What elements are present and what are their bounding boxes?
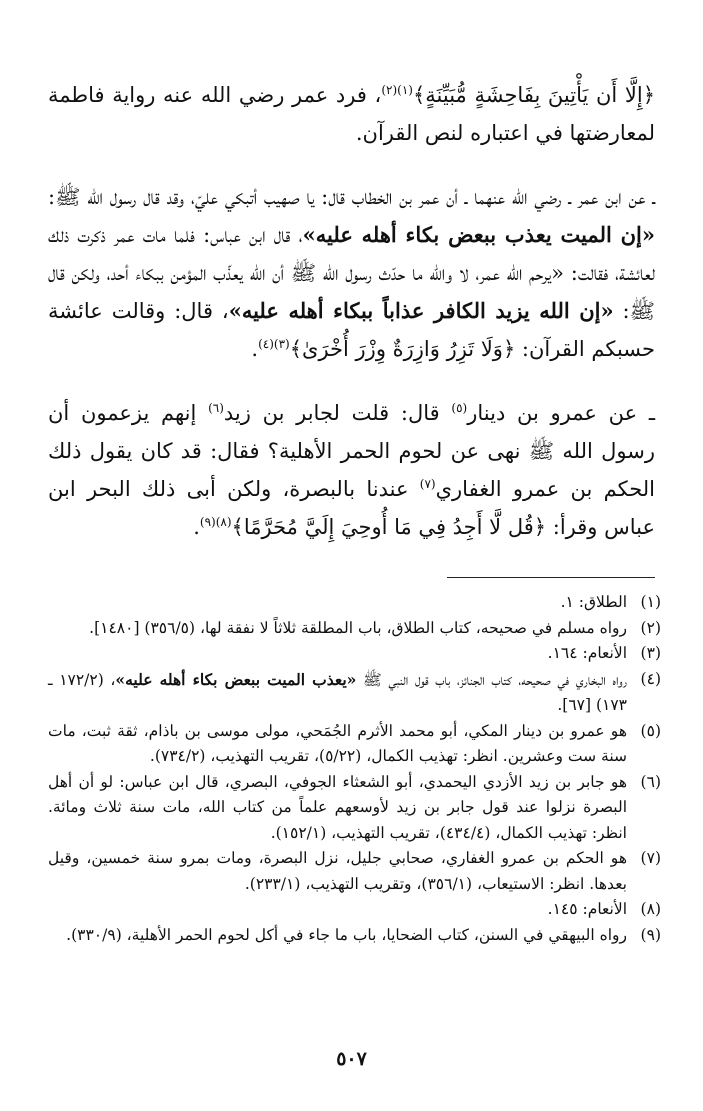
page-number: ٥٠٧ [336, 1048, 367, 1070]
footnote [48, 641, 661, 667]
text-run: رواه البخاري في صحيحه، كتاب الجنائز، باب قول النبي ﷺ [356, 670, 627, 689]
text-run: ، قال ابن عباس: فلما مات عمر ذكرت ذلك لعائشة، فقالت: «يرحم الله عمر، لا والله ما حدّث رسول الله ﷺ أن الله يعذّب المؤمن ببكاء أحد، ولكن قال ﷺ: [48, 223, 655, 323]
footnote-number: (٤) [640, 669, 661, 688]
text-run: ـ عن ابن عمر ـ رضي الله عنهما ـ أن عمر بن الخطاب قال: يا صهيب أتبكي عليّ، وقد قال رسول الله ﷺ: [48, 185, 655, 209]
footnote-divider [447, 577, 655, 578]
paragraph-3 [48, 394, 655, 546]
footnote-text [48, 641, 627, 667]
text-run: ـ عن عمرو بن دينار [467, 401, 655, 425]
footnote-text [48, 667, 627, 719]
footnote [48, 846, 661, 897]
text-run: رواه مسلم في صحيحه، كتاب الطلاق، باب المطلقة ثلاثاً لا نفقة لها، (٣٥٦/٥) [١٤٨٠]. [89, 618, 627, 637]
text-run: ، قال: وقالت عائشة حسبكم القرآن: ﴿وَلَا تَزِرُ وَازِرَةٌ وِزْرَ أُخْرَىٰ﴾ [48, 299, 655, 361]
text-run: هو جابر بن زيد الأزدي اليحمدي، أبو الشعثاء الجوفي، البصري، قال ابن عباس: لو أن أهل البصرة نزلوا عند قول جابر بن زيد لأوسعهم علماً من كتاب الله، مات سنة ثلاث ومائة. انظر: تهذيب الكمال، (٤٣٤/٤)، تقريب التهذيب، (١٥٢/١). [48, 772, 627, 842]
text-run: ﴿إِلَّا أَن يَأْتِينَ بِفَاحِشَةٍ مُّبَيِّنَةٍ﴾ [412, 83, 655, 107]
footnote-text [48, 616, 627, 642]
footnote-number: (٢) [640, 618, 661, 637]
footnote-ref: (٨)(٩) [199, 515, 232, 529]
footnote-ref: (٧) [419, 477, 436, 491]
footnote-text [48, 846, 627, 897]
footnote [48, 770, 661, 847]
text-run: هو عمرو بن دينار المكي، أبو محمد الأثرم الجُمَحي، مولى موسى بن باذام، ثقة ثبت، مات سنة ست وعشرين. انظر: تهذيب الكمال، (٥/٢٢)، تقريب التهذيب، (٧٣٤/٢). [48, 721, 627, 765]
footnote-number: (٣) [640, 644, 661, 662]
text-run: الطلاق: ١. [560, 593, 627, 611]
footnote-ref: (١)(٢) [381, 83, 413, 97]
footnote-ref: (٣)(٤) [258, 337, 290, 351]
footnote-number: (١) [640, 593, 661, 611]
footnote-number: (٧) [640, 849, 661, 867]
text-run: قال: قلت لجابر بن زيد [223, 401, 452, 425]
paragraph-2 [48, 178, 655, 368]
footnote-text [48, 897, 627, 923]
hadith-quote: «إن الله يزيد الكافر عذاباً ببكاء أهله عليه» [228, 298, 614, 323]
footnote-ref: (٥) [451, 401, 468, 415]
text-run: رواه البيهقي في السنن، كتاب الضحايا، باب ما جاء في أكل لحوم الحمر الأهلية، (٣٣٠/٩). [66, 925, 627, 944]
text-run: هو الحكم بن عمرو الغفاري، صحابي جليل، نزل البصرة، ومات بمرو سنة خمسين، وقيل بعدها. انظر: الاستيعاب، (٣٥٦/١)، وتقريب التهذيب، (٢٣٣/١). [48, 849, 627, 893]
footnote [48, 590, 661, 616]
footnotes [48, 590, 661, 948]
text-run: . [193, 515, 200, 539]
main-text [48, 76, 655, 546]
paragraph-1 [48, 76, 655, 152]
text-run: الأنعام: ١٦٤. [547, 644, 627, 662]
footnote-ref: (٦) [208, 401, 224, 415]
footnote-text [48, 923, 627, 949]
footnote [48, 616, 661, 642]
text-run: . [251, 337, 259, 361]
footnote [48, 897, 661, 923]
footnote-number: (٨) [640, 900, 661, 918]
footnote-text [48, 590, 627, 616]
footnote [48, 923, 661, 949]
footnote-text [48, 770, 627, 847]
footnote [48, 719, 661, 770]
footnote-number: (٦) [640, 772, 661, 791]
footnote [48, 667, 661, 719]
text-run: إنهم يزعمون أن رسول الله ﷺ نهى عن لحوم الحمر الأهلية؟ فقال: قد كان يقول ذلك الحكم بن عمرو الغفاري [48, 401, 655, 501]
footnote-number: (٩) [640, 925, 661, 944]
text-run: ، (١٧٢/٢ ـ ١٧٣) [٦٧]. [48, 670, 627, 714]
text-run: الأنعام: ١٤٥. [547, 900, 627, 918]
hadith-quote: «يعذب الميت ببعض بكاء أهله عليه» [115, 669, 357, 689]
text-run: عندنا بالبصرة، ولكن أبى ذلك البحر ابن عباس وقرأ: ﴿قُل لَّا أَجِدُ فِي مَا أُوحِيَ إِلَيَّ مُحَرَّمًا﴾ [48, 477, 655, 539]
hadith-quote: «إن الميت يعذب ببعض بكاء أهله عليه» [302, 222, 655, 247]
text-run: ، فرد عمر رضي الله عنه رواية فاطمة لمعارضتها في اعتباره لنص القرآن. [48, 83, 655, 145]
footnote-text [48, 719, 627, 770]
footnote-number: (٥) [640, 721, 661, 740]
